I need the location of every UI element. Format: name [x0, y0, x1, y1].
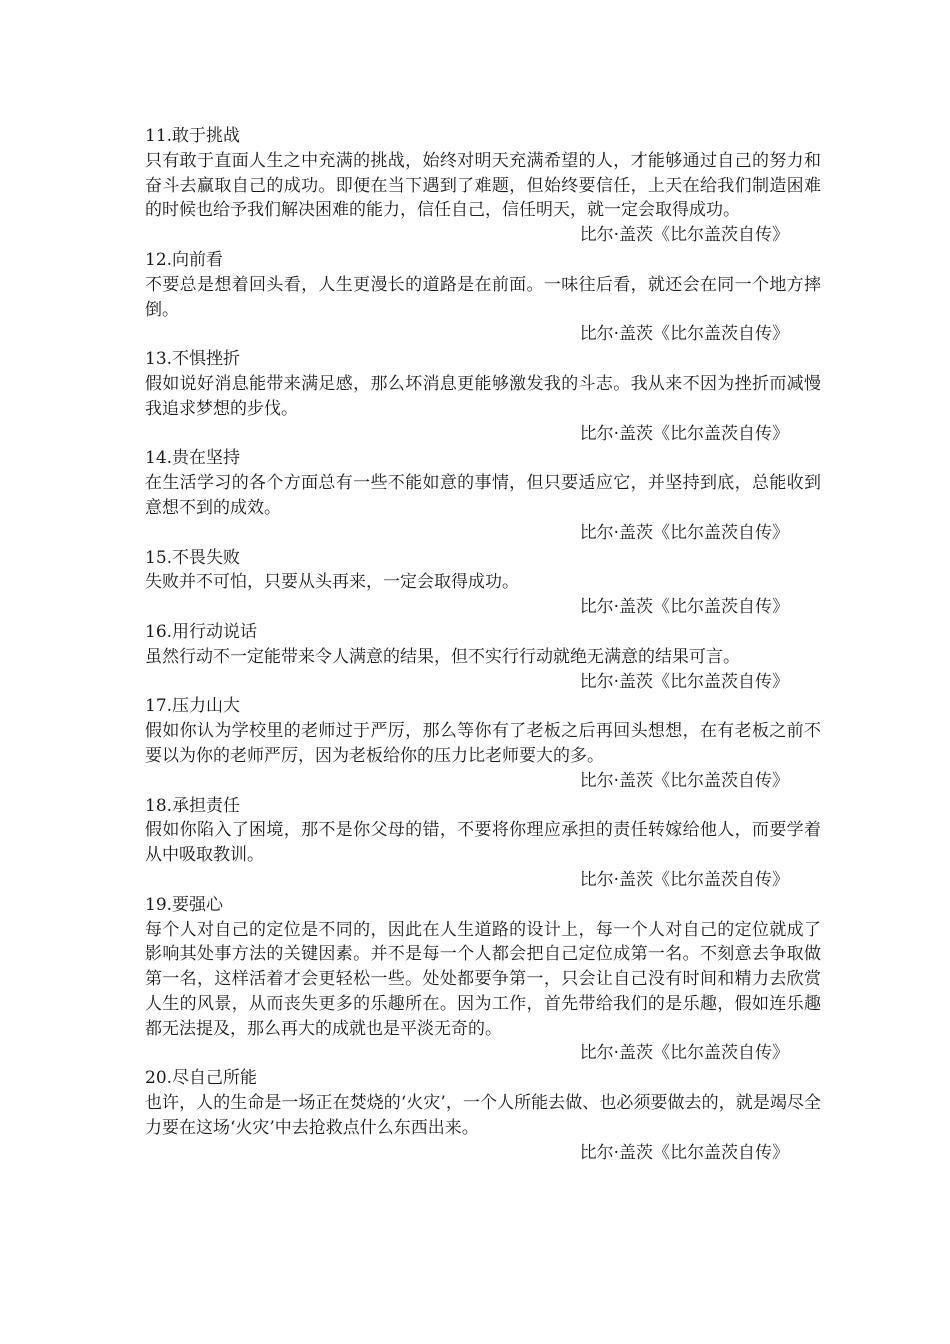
- entry-body: 只有敢于直面人生之中充满的挑战，始终对明天充满希望的人，才能够通过自己的努力和奋斗去赢取自己的成功。即便在当下遇到了难题，但始终要信任，上天在给我们制造困难的时候也给予我们解决困难的能力，信任自己，信任明天，就一定会取得成功。: [145, 150, 821, 221]
- entry-source: 比尔·盖茨《比尔盖茨自传》: [579, 225, 789, 246]
- entry-source: 比尔·盖茨《比尔盖茨自传》: [579, 522, 789, 543]
- entry-body: 假如说好消息能带来满足感，那么坏消息更能够激发我的斗志。我从来不因为挫折而减慢我追求梦想的步伐。: [145, 373, 821, 419]
- entry-title: 18.承担责任: [145, 795, 241, 816]
- entry-source: 比尔·盖茨《比尔盖茨自传》: [579, 869, 789, 890]
- entry-title: 14.贵在坚持: [145, 448, 241, 469]
- entry-title: 12.向前看: [145, 249, 224, 270]
- entry-body: 假如你认为学校里的老师过于严厉，那么等你有了老板之后再回头想想，在有老板之前不要以为你的老师严厉，因为老板给你的压力比老师要大的多。: [145, 721, 821, 766]
- entry-title: 20.尽自己所能: [145, 1068, 258, 1089]
- entry-title: 13.不惧挫折: [145, 349, 241, 370]
- quote-entry-17: [145, 694, 821, 793]
- entry-source: 比尔·盖茨《比尔盖茨自传》: [579, 597, 789, 618]
- entry-title: 15.不畏失败: [145, 547, 241, 568]
- quote-entry-16: [145, 620, 821, 694]
- quote-entry-15: [145, 546, 821, 620]
- entry-source: 比尔·盖茨《比尔盖茨自传》: [579, 324, 789, 345]
- entry-source: 比尔·盖茨《比尔盖茨自传》: [579, 770, 789, 791]
- quote-entry-13: [145, 347, 821, 446]
- quote-entry-12: [145, 248, 821, 347]
- entry-title: 16.用行动说话: [145, 621, 258, 642]
- entry-title: 19.要强心: [145, 894, 224, 915]
- entry-body: 不要总是想着回头看，人生更漫长的道路是在前面。一味往后看，就还会在同一个地方摔倒。: [145, 274, 821, 320]
- quote-entry-11: [145, 124, 821, 248]
- entry-source: 比尔·盖茨《比尔盖茨自传》: [579, 671, 789, 692]
- document-page: [145, 124, 821, 1165]
- entry-title: 17.压力山大: [145, 696, 241, 717]
- entry-body: 在生活学习的各个方面总有一些不能如意的事情，但只要适应它，并坚持到底，总能收到意想不到的成效。: [145, 473, 821, 518]
- entry-source: 比尔·盖茨《比尔盖茨自传》: [579, 1142, 789, 1163]
- entry-source: 比尔·盖茨《比尔盖茨自传》: [579, 1043, 789, 1064]
- entry-title: 11.敢于挑战: [145, 126, 241, 146]
- entry-body: 假如你陷入了困境，那不是你父母的错，不要将你理应承担的责任转嫁给他人，而要学着从中吸取教训。: [145, 820, 821, 866]
- quote-entry-19: [145, 893, 821, 1067]
- quote-entry-20: [145, 1066, 821, 1165]
- entry-body: 失败并不可怕，只要从头再来，一定会取得成功。: [145, 572, 519, 593]
- quote-entry-18: [145, 794, 821, 893]
- entry-body: 每个人对自己的定位是不同的，因此在人生道路的设计上，每一个人对自己的定位就成了影响其处事方法的关键因素。并不是每一个人都会把自己定位成第一名。不刻意去争取做第一名，这样活着才会更轻松一些。处处都要争第一，只会让自己没有时间和精力去欣赏人生的风景，从而丧失更多的乐趣所在。因为工作，首先带给我们的是乐趣，假如连乐趣都无法提及，那么再大的成就也是平淡无奇的。: [145, 919, 821, 1039]
- entry-source: 比尔·盖茨《比尔盖茨自传》: [579, 423, 789, 444]
- quote-entry-14: [145, 446, 821, 545]
- entry-body: 也许，人的生命是一场正在焚烧的‘火灾’，一个人所能去做、也必须要做去的，就是竭尽全力要在这场‘火灾’中去抢救点什么东西出来。: [145, 1093, 821, 1138]
- entry-body: 虽然行动不一定能带来令人满意的结果，但不实行行动就绝无满意的结果可言。: [145, 646, 740, 667]
